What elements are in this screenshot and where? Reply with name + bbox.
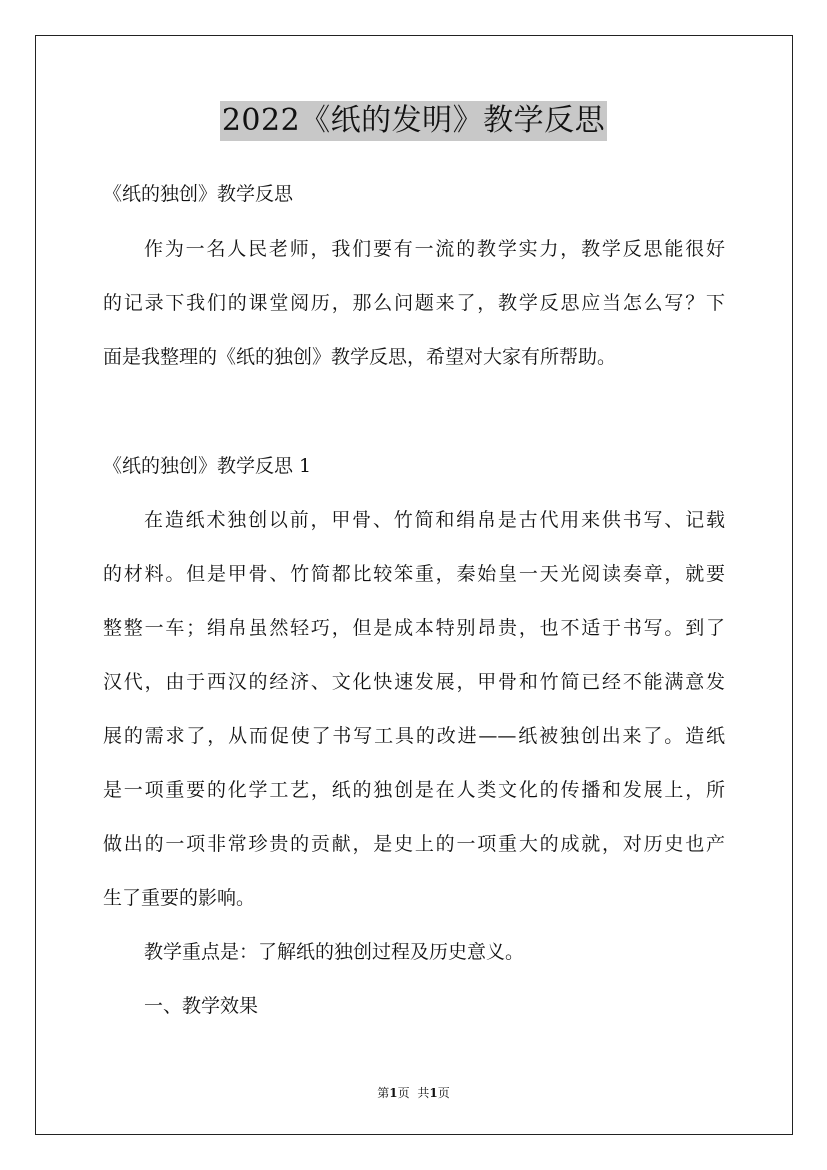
section-subheading: 一、教学效果: [144, 995, 259, 1017]
paragraph-line: 的记录下我们的课堂阅历，那么问题来了，教学反思应当怎么写？下: [103, 292, 725, 314]
page-footer: [0, 1085, 827, 1101]
document-title: 2022《纸的发明》教学反思: [220, 101, 607, 141]
page-label-prefix: 第: [377, 1086, 390, 1100]
paragraph-line: 面是我整理的《纸的独创》教学反思，希望对大家有所帮助。: [103, 346, 617, 368]
paragraph-line: 在造纸术独创以前，甲骨、竹简和绢帛是古代用来供书写、记载: [144, 509, 725, 531]
paragraph-line: 做出的一项非常珍贵的贡献，是史上的一项重大的成就，对历史也产: [103, 833, 725, 855]
section-heading: 《纸的独创》教学反思: [103, 183, 294, 205]
paragraph-line: 汉代，由于西汉的经济、文化快速发展，甲骨和竹简已经不能满意发: [103, 671, 725, 693]
total-pages: 1: [429, 1086, 438, 1100]
paragraph-line: 整整一车；绢帛虽然轻巧，但是成本特别昂贵，也不适于书写。到了: [103, 617, 725, 639]
paragraph-line: 生了重要的影响。: [103, 887, 256, 909]
page-number: 1: [389, 1086, 398, 1100]
paragraph-line: 的材料。但是甲骨、竹简都比较笨重，秦始皇一天光阅读奏章，就要: [103, 563, 725, 585]
paragraph-line: 作为一名人民老师，我们要有一流的教学实力，教学反思能很好: [144, 238, 725, 260]
total-label-suffix: 页: [437, 1086, 450, 1100]
teaching-focus: 教学重点是：了解纸的独创过程及历史意义。: [144, 941, 525, 963]
paragraph-line: 是一项重要的化学工艺，纸的独创是在人类文化的传播和发展上，所: [103, 779, 725, 801]
total-label-prefix: 共: [417, 1086, 430, 1100]
title-container: [0, 101, 827, 141]
section-heading: 《纸的独创》教学反思 1: [103, 455, 312, 477]
page-label-suffix: 页: [397, 1086, 410, 1100]
paragraph-line: 展的需求了，从而促使了书写工具的改进——纸被独创出来了。造纸: [103, 725, 725, 747]
